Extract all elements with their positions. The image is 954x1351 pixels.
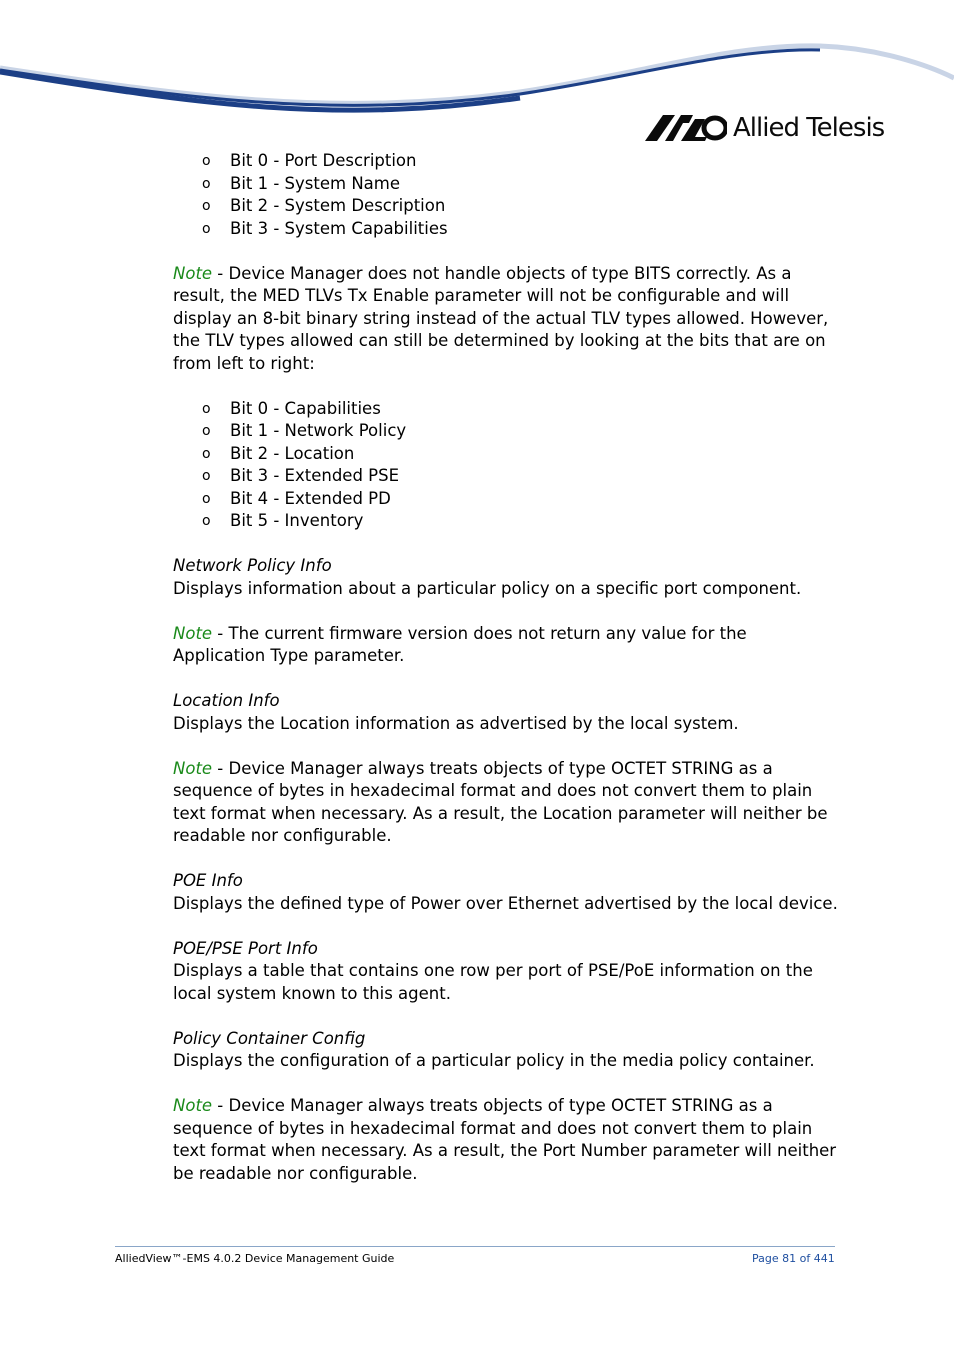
section-heading: Location Info — [173, 691, 280, 710]
section-heading: POE/PSE Port Info — [173, 938, 318, 958]
list-item: o Bit 1 - Network Policy — [202, 421, 407, 440]
footer-divider — [115, 1246, 835, 1247]
list-item: o Bit 2 - System Description — [202, 196, 446, 215]
note-paragraph: Note - Device Manager does not handle objects of type BITS correctly. As a result, the MED TLVs Tx Enable parameter will not be configurable and will display an 8-bit binary string instead of the actual TLV types allowed. However, the TLV types allowed can still be determined by looking at the bits that are on from left to right: — [173, 263, 829, 373]
list-item: o Bit 3 - System Capabilities — [202, 218, 448, 238]
main-content — [173, 150, 843, 1185]
note-label: Note — [173, 758, 213, 778]
note-label: Note — [173, 623, 213, 643]
logo-mark-icon — [645, 115, 727, 141]
section-heading: Policy Container Config — [173, 1028, 366, 1048]
section-body: Displays information about a particular policy on a specific port component. — [173, 578, 802, 598]
bits-list-2 — [173, 398, 843, 533]
section-body: Displays the configuration of a particular policy in the media policy container. — [173, 1051, 815, 1070]
allied-telesis-logo — [645, 110, 905, 146]
list-item: o Bit 1 - System Name — [202, 173, 401, 193]
note-paragraph: Note - Device Manager always treats objects of type OCTET STRING as a sequence of bytes in hexadecimal format and does not convert them to plain text format when necessary. As a result, the Port Number parameter will neither be readable nor configurable. — [173, 1096, 837, 1183]
note-paragraph: Note - Device Manager always treats objects of type OCTET STRING as a sequence of bytes in hexadecimal format and does not convert them to plain text format when necessary. As a result, the Location parameter will neither be readable nor configurable. — [173, 758, 828, 845]
section-body: Displays a table that contains one row per port of PSE/PoE information on the local system known to this agent. — [173, 961, 813, 1003]
bits-list-1 — [173, 150, 843, 240]
section-body: Displays the Location information as advertised by the local system. — [173, 713, 739, 733]
list-item: o Bit 5 - Inventory — [202, 511, 364, 530]
section-heading: POE Info — [173, 871, 243, 890]
section-heading: Network Policy Info — [173, 556, 332, 575]
note-paragraph: Note - The current firmware version does not return any value for the Application Type parameter. — [173, 623, 747, 665]
note-label: Note — [173, 1096, 213, 1115]
list-item: o Bit 2 - Location — [202, 443, 355, 463]
footer-doc-title: AlliedView™-EMS 4.0.2 Device Management Guide — [115, 1252, 395, 1265]
footer-page-number: Page 81 of 441 — [752, 1252, 835, 1265]
note-label: Note — [173, 263, 213, 283]
list-item: o Bit 0 - Port Description — [202, 151, 417, 170]
list-item: o Bit 3 - Extended PSE — [202, 466, 400, 485]
list-item: o Bit 0 - Capabilities — [202, 398, 381, 418]
section-body: Displays the defined type of Power over Ethernet advertised by the local device. — [173, 893, 838, 913]
list-item: o Bit 4 - Extended PD — [202, 488, 391, 508]
brand-name: Allied Telesis — [733, 113, 885, 143]
